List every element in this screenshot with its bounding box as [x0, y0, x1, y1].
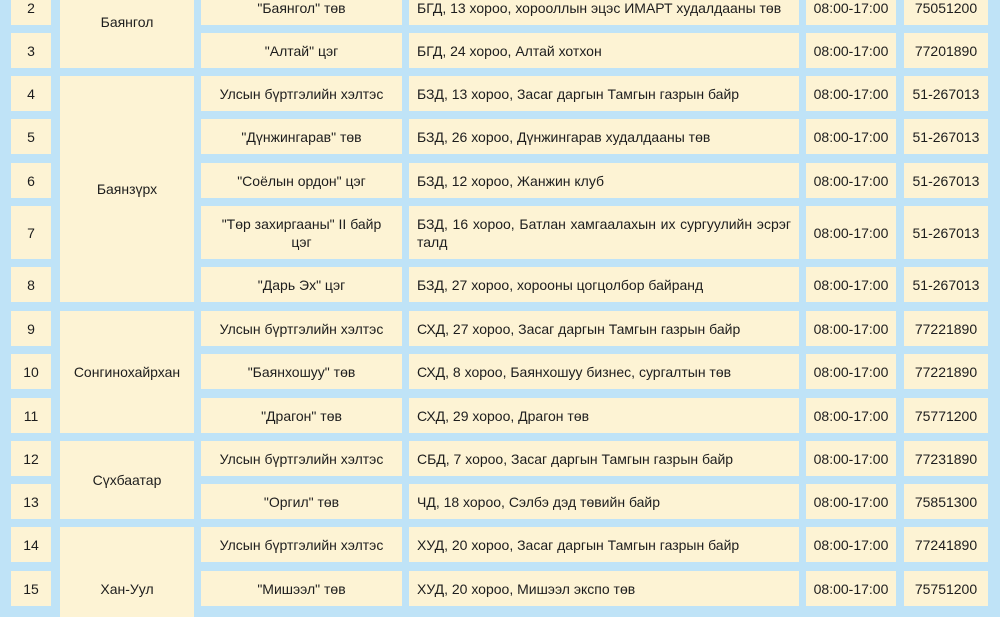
- phone: 51-267013: [904, 206, 988, 259]
- row-number: 5: [11, 119, 51, 154]
- phone: 77221890: [904, 311, 988, 346]
- phone: 77241890: [904, 527, 988, 562]
- phone: 51-267013: [904, 163, 988, 198]
- row-number: 11: [11, 398, 51, 433]
- working-hours: 08:00-17:00: [806, 441, 896, 476]
- row-number: 7: [11, 206, 51, 259]
- point-name: "Баянгол" төв: [201, 0, 402, 25]
- row-number: 10: [11, 354, 51, 389]
- row-number: 14: [11, 527, 51, 562]
- working-hours: 08:00-17:00: [806, 311, 896, 346]
- point-name: "Мишээл" төв: [201, 571, 402, 606]
- row-number: 12: [11, 441, 51, 476]
- point-name: "Алтай" цэг: [201, 33, 402, 68]
- phone: 51-267013: [904, 267, 988, 302]
- point-name: "Төр захиргааны" II байр цэг: [201, 206, 402, 259]
- address: БГД, 24 хороо, Алтай хотхон: [409, 33, 799, 68]
- working-hours: 08:00-17:00: [806, 0, 896, 25]
- row-number: 6: [11, 163, 51, 198]
- point-name: Улсын бүртгэлийн хэлтэс: [201, 441, 402, 476]
- point-name: "Драгон" төв: [201, 398, 402, 433]
- working-hours: 08:00-17:00: [806, 119, 896, 154]
- phone: 77201890: [904, 33, 988, 68]
- district-cell: [60, 311, 194, 433]
- district-cell: [60, 527, 194, 617]
- address: ХУД, 20 хороо, Засаг даргын Тамгын газрын байр: [409, 527, 799, 562]
- point-name: Улсын бүртгэлийн хэлтэс: [201, 311, 402, 346]
- row-number: 13: [11, 484, 51, 519]
- working-hours: 08:00-17:00: [806, 484, 896, 519]
- address: ЧД, 18 хороо, Сэлбэ дэд төвийн байр: [409, 484, 799, 519]
- district-label: Хан-Уул: [100, 581, 154, 597]
- phone: 51-267013: [904, 76, 988, 111]
- address: БЗД, 16 хороо, Батлан хамгаалахын их сургуулийн эсрэг талд: [409, 206, 799, 259]
- point-name: "Оргил" төв: [201, 484, 402, 519]
- phone: 77231890: [904, 441, 988, 476]
- working-hours: 08:00-17:00: [806, 354, 896, 389]
- phone: 75771200: [904, 398, 988, 433]
- district-label: Сүхбаатар: [92, 472, 162, 488]
- address: БЗД, 12 хороо, Жанжин клуб: [409, 163, 799, 198]
- phone: 75051200: [904, 0, 988, 25]
- address: СХД, 27 хороо, Засаг даргын Тамгын газрын байр: [409, 311, 799, 346]
- working-hours: 08:00-17:00: [806, 206, 896, 259]
- address: СХД, 8 хороо, Баянхошуу бизнес, сургалтын төв: [409, 354, 799, 389]
- district-cell: [60, 0, 194, 68]
- row-number: 4: [11, 76, 51, 111]
- row-number: 15: [11, 571, 51, 606]
- district-label: Баянгол: [100, 14, 154, 30]
- point-name: "Дарь Эх" цэг: [201, 267, 402, 302]
- address: БЗД, 27 хороо, хорооны цогцолбор байранд: [409, 267, 799, 302]
- district-cell: [60, 441, 194, 519]
- working-hours: 08:00-17:00: [806, 267, 896, 302]
- address: БГД, 13 хороо, хорооллын эцэс ИМАРТ худалдааны төв: [409, 0, 799, 25]
- address: БЗД, 13 хороо, Засаг даргын Тамгын газрын байр: [409, 76, 799, 111]
- address: СБД, 7 хороо, Засаг даргын Тамгын газрын байр: [409, 441, 799, 476]
- point-name: "Дүнжингарав" төв: [201, 119, 402, 154]
- working-hours: 08:00-17:00: [806, 163, 896, 198]
- address: ХУД, 20 хороо, Мишээл экспо төв: [409, 571, 799, 606]
- row-number: 3: [11, 33, 51, 68]
- district-label: Сонгинохайрхан: [73, 364, 181, 380]
- phone: 75851300: [904, 484, 988, 519]
- district-cell: [60, 76, 194, 302]
- working-hours: 08:00-17:00: [806, 33, 896, 68]
- point-name: Улсын бүртгэлийн хэлтэс: [201, 527, 402, 562]
- working-hours: 08:00-17:00: [806, 398, 896, 433]
- point-name: Улсын бүртгэлийн хэлтэс: [201, 76, 402, 111]
- phone: 77221890: [904, 354, 988, 389]
- working-hours: 08:00-17:00: [806, 571, 896, 606]
- address: СХД, 29 хороо, Драгон төв: [409, 398, 799, 433]
- phone: 75751200: [904, 571, 988, 606]
- address: БЗД, 26 хороо, Дүнжингарав худалдааны төв: [409, 119, 799, 154]
- row-number: 9: [11, 311, 51, 346]
- point-name: "Соёлын ордон" цэг: [201, 163, 402, 198]
- working-hours: 08:00-17:00: [806, 76, 896, 111]
- phone: 51-267013: [904, 119, 988, 154]
- row-number: 8: [11, 267, 51, 302]
- row-number: 2: [11, 0, 51, 25]
- point-name: "Баянхошуу" төв: [201, 354, 402, 389]
- working-hours: 08:00-17:00: [806, 527, 896, 562]
- district-label: Баянзүрх: [96, 181, 158, 197]
